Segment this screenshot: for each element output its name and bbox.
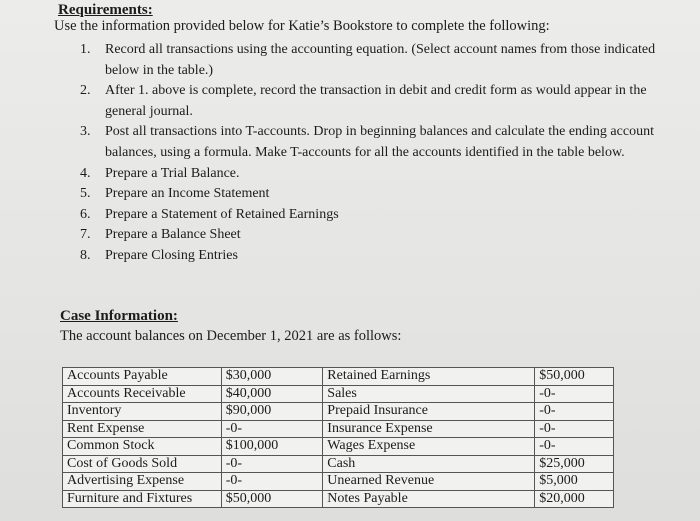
requirement-number: 7.	[80, 227, 91, 243]
account-balance: -0-	[535, 403, 614, 421]
account-balance: $25,000	[535, 455, 614, 473]
table-row	[63, 385, 614, 403]
account-name: Cost of Goods Sold	[63, 455, 222, 473]
account-name: Insurance Expense	[323, 420, 535, 438]
account-name: Accounts Payable	[63, 368, 222, 386]
table-row	[63, 490, 614, 508]
table-row	[63, 473, 614, 491]
account-balances-table	[62, 367, 614, 508]
requirement-item	[80, 205, 690, 226]
account-balance: -0-	[535, 420, 614, 438]
requirement-text: Post all transactions into T-accounts. Drop in beginning balances and calculate the ending account balances, using a formula. Make T-accounts for all the accounts identified in the table below.	[105, 124, 654, 160]
requirement-text: Record all transactions using the accounting equation. (Select account names from those indicated below in the table.)	[105, 42, 656, 78]
account-balance: -0-	[221, 455, 323, 473]
requirement-item	[80, 40, 690, 81]
account-name: Sales	[323, 385, 535, 403]
account-name: Furniture and Fixtures	[63, 490, 222, 508]
requirement-number: 4.	[80, 165, 91, 181]
account-balance: $20,000	[535, 490, 614, 508]
account-name: Retained Earnings	[323, 368, 535, 386]
table-row	[63, 455, 614, 473]
requirement-number: 3.	[80, 124, 91, 140]
account-balance: $100,000	[221, 438, 323, 456]
account-name: Wages Expense	[323, 438, 535, 456]
requirement-text: Prepare an Income Statement	[105, 186, 270, 202]
account-name: Prepaid Insurance	[323, 403, 535, 421]
account-name: Unearned Revenue	[323, 473, 535, 491]
requirement-number: 6.	[80, 206, 91, 222]
requirement-text: After 1. above is complete, record the transaction in debit and credit form as would appear in the general journal.	[105, 83, 647, 119]
requirement-item	[80, 184, 690, 205]
account-name: Inventory	[63, 403, 222, 421]
account-balance: -0-	[221, 420, 323, 438]
requirement-item	[80, 81, 690, 122]
table-row	[63, 438, 614, 456]
requirement-item	[80, 122, 690, 163]
account-name: Advertising Expense	[63, 473, 222, 491]
requirements-intro: Use the information provided below for Katie’s Bookstore to complete the following:	[54, 18, 550, 34]
requirement-number: 2.	[80, 83, 91, 99]
case-information-intro: The account balances on December 1, 2021 are as follows:	[60, 328, 402, 344]
requirement-item	[80, 246, 690, 267]
account-balance: $40,000	[221, 385, 323, 403]
account-name: Rent Expense	[63, 420, 222, 438]
account-balance: $30,000	[221, 368, 323, 386]
account-name: Common Stock	[63, 438, 222, 456]
account-balance: $90,000	[221, 403, 323, 421]
account-name: Cash	[323, 455, 535, 473]
table-row	[63, 420, 614, 438]
account-name: Notes Payable	[323, 490, 535, 508]
account-balance: -0-	[535, 438, 614, 456]
account-name: Accounts Receivable	[63, 385, 222, 403]
account-balance: $50,000	[535, 368, 614, 386]
requirement-number: 1.	[80, 42, 91, 57]
table-row	[63, 368, 614, 386]
requirement-number: 5.	[80, 186, 91, 202]
account-balance: -0-	[535, 385, 614, 403]
table-row	[63, 403, 614, 421]
requirements-list	[80, 40, 690, 267]
case-information-title: Case Information:	[60, 308, 178, 324]
account-balance: -0-	[221, 473, 323, 491]
requirements-title: Requirements:	[58, 2, 153, 18]
requirement-item	[80, 164, 690, 185]
account-balance: $50,000	[221, 490, 323, 508]
requirement-number: 8.	[80, 247, 91, 263]
requirement-text: Prepare a Balance Sheet	[105, 227, 241, 243]
requirement-text: Prepare Closing Entries	[105, 247, 238, 263]
account-balance: $5,000	[535, 473, 614, 491]
requirement-item	[80, 225, 690, 246]
requirement-text: Prepare a Trial Balance.	[105, 165, 240, 181]
requirement-text: Prepare a Statement of Retained Earnings	[105, 206, 339, 222]
